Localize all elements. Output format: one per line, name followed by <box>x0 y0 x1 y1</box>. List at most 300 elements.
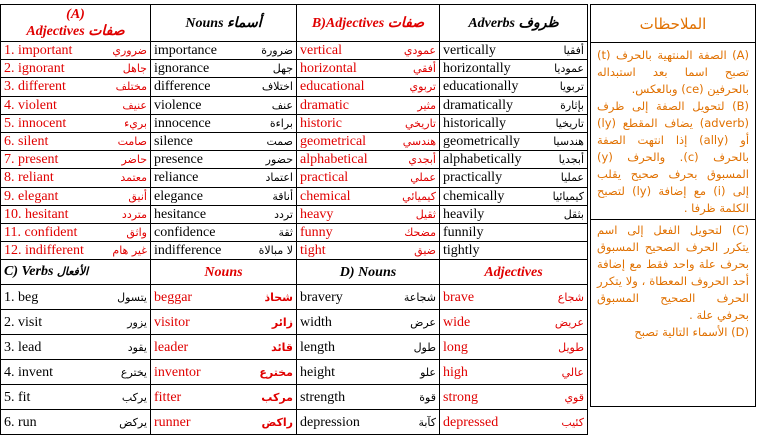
section-2-row <box>1 410 588 435</box>
noun-d-cell-ar: طول <box>413 340 436 354</box>
noun-cell-en: reliance <box>154 170 199 186</box>
adjective-a-cell-en: 8. reliant <box>4 170 54 186</box>
adverb-cell-en: heavily <box>443 206 485 222</box>
adjective-d-cell <box>440 335 588 360</box>
agent-noun-cell-content <box>154 414 293 431</box>
agent-noun-cell-en: fitter <box>154 389 182 405</box>
noun-cell-ar: ثقة <box>278 225 293 239</box>
adverb-cell-ar: تربويا <box>559 80 584 94</box>
section-1-row <box>1 187 588 205</box>
adverb-cell-en: historically <box>443 115 506 131</box>
noun-cell-en: confidence <box>154 224 216 240</box>
verb-cell-en: 3. lead <box>4 339 42 355</box>
noun-cell <box>151 205 297 223</box>
header-verbs-title: C) Verbs <box>4 264 54 280</box>
adjective-a-cell-content <box>4 169 147 186</box>
verb-cell-content <box>4 339 147 356</box>
notes-divider <box>591 219 755 220</box>
adjective-b-cell <box>297 187 440 205</box>
section-2-row <box>1 335 588 360</box>
noun-cell-ar: حضور <box>265 153 293 167</box>
noun-d-cell <box>297 410 440 435</box>
adverb-cell-ar: كيميائيا <box>552 189 584 203</box>
adjective-b-cell-ar: تاريخي <box>404 116 436 130</box>
adjective-b-cell-content <box>300 206 436 223</box>
header-verbs <box>1 260 151 285</box>
header-adverbs <box>440 5 588 42</box>
adverb-cell-ar: أفقيا <box>563 44 584 58</box>
adjective-b-cell-content <box>300 151 436 168</box>
adjective-a-cell-en: 6. silent <box>4 134 49 150</box>
header-adjectives-a <box>1 5 151 42</box>
noun-cell-content <box>154 78 293 95</box>
agent-noun-cell-ar: مركب <box>261 390 293 404</box>
adverb-cell-content <box>443 151 584 168</box>
noun-cell-content <box>154 206 293 223</box>
header-row-1 <box>1 5 588 42</box>
notes-title: الملاحظات <box>591 5 755 43</box>
adjective-b-cell-en: heavy <box>300 206 334 222</box>
adjective-a-cell-content <box>4 115 147 132</box>
adjective-a-cell <box>1 242 151 260</box>
noun-cell-en: ignorance <box>154 61 210 77</box>
noun-d-cell-content <box>300 389 436 406</box>
adverb-cell <box>440 96 588 114</box>
noun-cell-en: presence <box>154 152 203 168</box>
adjective-b-cell-en: alphabetical <box>300 152 368 168</box>
adverb-cell <box>440 223 588 241</box>
noun-d-cell <box>297 360 440 385</box>
adjective-b-cell-ar: مثير <box>417 98 436 112</box>
adverb-cell <box>440 60 588 78</box>
adjective-a-cell-ar: جاهل <box>122 62 147 76</box>
section-1-row <box>1 223 588 241</box>
agent-noun-cell <box>151 385 297 410</box>
noun-cell-content <box>154 242 293 259</box>
adjective-a-cell-en: 7. present <box>4 152 59 168</box>
adjective-d-cell-ar: طويل <box>558 340 584 354</box>
noun-d-cell-ar: علو <box>420 365 436 379</box>
verb-cell-ar: يخترع <box>120 365 147 379</box>
noun-cell-ar: تردد <box>274 207 293 221</box>
adverb-cell <box>440 242 588 260</box>
noun-cell-ar: اعتماد <box>265 171 293 185</box>
adjective-d-cell-en: long <box>443 339 468 355</box>
header-adjectives-a-label: (A) <box>66 7 85 22</box>
noun-cell-content <box>154 224 293 241</box>
adjective-b-cell <box>297 205 440 223</box>
verb-cell-ar: يركب <box>121 390 147 404</box>
adjective-a-cell-ar: ضروري <box>112 44 147 58</box>
noun-cell <box>151 187 297 205</box>
adjective-d-cell-ar: عريض <box>554 315 584 329</box>
adjective-d-cell-ar: عالي <box>561 365 584 379</box>
adjective-b-cell <box>297 60 440 78</box>
adjective-a-cell-en: 5. innocent <box>4 115 67 131</box>
adjective-a-cell <box>1 132 151 150</box>
section-1-row <box>1 78 588 96</box>
adjective-b-cell <box>297 42 440 60</box>
adverb-cell-en: vertically <box>443 43 496 59</box>
noun-cell-ar: اختلاف <box>261 80 293 94</box>
adjective-a-cell-ar: معتمد <box>120 171 147 185</box>
noun-d-cell <box>297 335 440 360</box>
noun-cell-content <box>154 115 293 132</box>
noun-d-cell-content <box>300 339 436 356</box>
adverb-cell-content <box>443 206 584 223</box>
adjective-d-cell <box>440 360 588 385</box>
adverb-cell-content <box>443 188 584 205</box>
agent-noun-cell-en: runner <box>154 414 191 430</box>
adjective-b-cell-content <box>300 169 436 186</box>
agent-noun-cell-content <box>154 339 293 356</box>
noun-d-cell-content <box>300 314 436 331</box>
header-nouns-title: Nouns <box>185 15 224 31</box>
adjective-b-cell-ar: أبجدي <box>408 153 436 167</box>
adjective-b-cell <box>297 132 440 150</box>
agent-noun-cell-en: beggar <box>154 289 193 305</box>
word-forms-table <box>0 4 588 435</box>
adjective-a-cell <box>1 169 151 187</box>
adverb-cell-content <box>443 242 584 259</box>
adjective-d-cell-en: brave <box>443 289 475 305</box>
adjective-b-cell-en: tight <box>300 243 326 259</box>
adjective-b-cell-content <box>300 60 436 77</box>
section-2-row <box>1 385 588 410</box>
section-1-row <box>1 205 588 223</box>
noun-d-cell-ar: كآبة <box>418 415 436 429</box>
adjective-a-cell-content <box>4 224 147 241</box>
adjective-b-cell <box>297 151 440 169</box>
agent-noun-cell-en: inventor <box>154 364 201 380</box>
noun-cell-content <box>154 169 293 186</box>
verb-cell-content <box>4 289 147 306</box>
adverb-cell <box>440 132 588 150</box>
adjective-a-cell-content <box>4 133 147 150</box>
adjective-d-cell-en: high <box>443 364 468 380</box>
adjective-a-cell-en: 2. ignorant <box>4 61 65 77</box>
noun-cell-ar: عنف <box>271 98 293 112</box>
adverb-cell-content <box>443 78 584 95</box>
header-adjectives-b-title: B)Adjectives <box>311 15 385 31</box>
adjective-b-cell-ar: كيميائي <box>402 189 436 203</box>
adverb-cell-ar: تاريخيا <box>555 116 584 130</box>
verb-cell <box>1 360 151 385</box>
agent-noun-cell-ar: قائد <box>271 340 293 354</box>
adjective-d-cell <box>440 385 588 410</box>
noun-cell-content <box>154 97 293 114</box>
noun-d-cell-en: height <box>300 364 335 380</box>
adjective-a-cell-ar: عنيف <box>122 98 147 112</box>
adjective-a-cell-ar: حاضر <box>121 153 147 167</box>
noun-cell <box>151 114 297 132</box>
section-1-row <box>1 169 588 187</box>
verb-cell <box>1 310 151 335</box>
adjective-d-cell <box>440 310 588 335</box>
adjective-a-cell-content <box>4 206 147 223</box>
noun-d-cell-ar: شجاعة <box>403 290 436 304</box>
adjective-b-cell <box>297 169 440 187</box>
adjective-a-cell-en: 11. confident <box>4 224 78 240</box>
verb-cell-ar: يركض <box>119 415 147 429</box>
header-verbs-ar: الأفعال <box>56 266 89 279</box>
verb-cell <box>1 410 151 435</box>
adjective-b-cell <box>297 96 440 114</box>
adjective-b-cell-en: funny <box>300 224 333 240</box>
noun-d-cell-content <box>300 414 436 431</box>
agent-noun-cell-ar: شحاذ <box>264 290 293 304</box>
noun-cell <box>151 42 297 60</box>
section-1-row <box>1 60 588 78</box>
agent-noun-cell <box>151 310 297 335</box>
adjective-b-cell-content <box>300 115 436 132</box>
section-1-row <box>1 96 588 114</box>
noun-d-cell-content <box>300 364 436 381</box>
adjective-a-cell-content <box>4 151 147 168</box>
section-1-row <box>1 42 588 60</box>
adverb-cell-ar: بثقل <box>563 207 584 221</box>
noun-d-cell-en: width <box>300 314 332 330</box>
verb-cell-content <box>4 314 147 331</box>
notes-body <box>591 43 755 345</box>
section-1-rows <box>1 42 588 260</box>
noun-d-cell-en: depression <box>300 414 360 430</box>
adverb-cell <box>440 42 588 60</box>
adjective-b-cell-ar: ضيق <box>414 244 436 258</box>
adverb-cell-content <box>443 60 584 77</box>
notes-column <box>590 4 756 407</box>
noun-cell-en: importance <box>154 43 217 59</box>
adjective-d-cell-ar: قوي <box>564 390 584 404</box>
noun-d-cell-ar: قوة <box>419 390 436 404</box>
adjective-d-cell <box>440 285 588 310</box>
section-1-row <box>1 132 588 150</box>
noun-d-cell <box>297 310 440 335</box>
adjective-a-cell-en: 3. different <box>4 79 66 95</box>
adjective-b-cell <box>297 78 440 96</box>
noun-d-cell-en: strength <box>300 389 346 405</box>
adjective-a-cell <box>1 96 151 114</box>
header-nouns <box>151 5 297 42</box>
adjective-a-cell-ar: أنيق <box>128 189 147 203</box>
adjective-b-cell-ar: عملي <box>410 171 436 185</box>
agent-noun-cell-content <box>154 314 293 331</box>
noun-cell <box>151 169 297 187</box>
adjective-a-cell-content <box>4 42 147 59</box>
header-nouns-d: D) Nouns <box>297 260 440 285</box>
adjective-a-cell <box>1 42 151 60</box>
noun-d-cell-en: length <box>300 339 335 355</box>
verb-cell-en: 5. fit <box>4 389 31 405</box>
adverb-cell <box>440 78 588 96</box>
noun-cell-content <box>154 151 293 168</box>
adjective-b-cell-en: practical <box>300 170 349 186</box>
adjective-a-cell <box>1 151 151 169</box>
adverb-cell-en: practically <box>443 170 503 186</box>
agent-noun-cell-ar: زائر <box>271 315 293 329</box>
adjective-a-cell-ar: مختلف <box>115 80 147 94</box>
section-2-row <box>1 285 588 310</box>
adjective-b-cell-content <box>300 78 436 95</box>
adjective-b-cell-content <box>300 224 436 241</box>
adverb-cell-ar: أبجديا <box>558 153 584 167</box>
noun-cell-ar: جهل <box>272 62 293 76</box>
adjective-a-cell-en: 12. indifferent <box>4 243 84 259</box>
agent-noun-cell-ar: مخترع <box>259 365 293 379</box>
noun-cell <box>151 132 297 150</box>
verb-cell-ar: يقود <box>127 340 147 354</box>
adverb-cell <box>440 151 588 169</box>
agent-noun-cell-content <box>154 289 293 306</box>
adjective-d-cell-content <box>443 414 584 431</box>
header-adjectives-b <box>297 5 440 42</box>
note-a: (A) الصفة المنتهية بالحرف (t) تصبح اسما بعد استبداله بالحرفين (ce) وبالعكس. <box>597 48 749 96</box>
adjective-b-cell <box>297 223 440 241</box>
noun-cell-content <box>154 188 293 205</box>
adverb-cell-ar: عمليا <box>560 171 584 185</box>
noun-cell-en: silence <box>154 134 193 150</box>
adverb-cell-ar: هندسيا <box>553 135 584 149</box>
verb-cell-content <box>4 414 147 431</box>
adjective-b-cell-ar: هندسي <box>402 135 436 149</box>
noun-cell <box>151 223 297 241</box>
header-adverbs-title: Adverbs <box>468 15 516 31</box>
adverb-cell-en: educationally <box>443 79 519 95</box>
noun-cell-en: indifference <box>154 243 222 259</box>
header-adjectives-b-ar: صفات <box>387 15 425 31</box>
verb-cell-en: 2. visit <box>4 314 43 330</box>
adverb-cell-content <box>443 224 584 241</box>
adjective-b-cell-en: chemical <box>300 188 351 204</box>
verb-cell-ar: يتسول <box>117 290 147 304</box>
adjective-b-cell-content <box>300 133 436 150</box>
agent-noun-cell-content <box>154 364 293 381</box>
adjective-a-cell-content <box>4 97 147 114</box>
noun-cell <box>151 242 297 260</box>
adjective-b-cell-en: historic <box>300 115 342 131</box>
header-adjectives-d: Adjectives <box>440 260 588 285</box>
adjective-b-cell-content <box>300 42 436 59</box>
adjective-b-cell-en: educational <box>300 79 365 95</box>
header-nouns-ar: أسماء <box>227 15 262 31</box>
agent-noun-cell-en: leader <box>154 339 189 355</box>
adverb-cell-content <box>443 133 584 150</box>
noun-cell-en: hesitance <box>154 206 207 222</box>
adjective-b-cell-en: geometrical <box>300 134 367 150</box>
adjective-a-cell-en: 1. important <box>4 43 73 59</box>
adjective-b-cell-ar: مضحك <box>404 225 436 239</box>
noun-d-cell <box>297 385 440 410</box>
agent-noun-cell <box>151 410 297 435</box>
agent-noun-cell <box>151 335 297 360</box>
note-c: (C) لتحويل الفعل إلى اسم يتكرر الحرف الصحيح المسبوق بحرف علة واحد فقط مع إضافة أحد الحروف المعطاة ، ولا يتكرر الحرف الصحيح المسبوق بحرفي علة . <box>597 223 749 322</box>
adjective-a-cell-ar: واثق <box>126 225 147 239</box>
adjective-a-cell-ar: غير هام <box>112 244 147 258</box>
noun-cell-en: innocence <box>154 115 211 131</box>
adverb-cell-en: funnily <box>443 224 484 240</box>
adjective-b-cell <box>297 242 440 260</box>
adverb-cell-en: dramatically <box>443 97 513 113</box>
adjective-b-cell-en: horizontal <box>300 61 357 77</box>
noun-cell-ar: براءة <box>269 116 293 130</box>
section-1-row <box>1 242 588 260</box>
verb-cell-en: 4. invent <box>4 364 53 380</box>
agent-noun-cell-ar: راكض <box>261 415 293 429</box>
noun-cell <box>151 96 297 114</box>
adjective-a-cell-content <box>4 78 147 95</box>
adjective-d-cell <box>440 410 588 435</box>
header-adjectives-a-ar: صفات <box>88 24 125 39</box>
adjective-d-cell-content <box>443 314 584 331</box>
noun-d-cell <box>297 285 440 310</box>
adjective-b-cell-ar: عمودي <box>403 44 436 58</box>
adjective-d-cell-ar: كئيب <box>561 415 584 429</box>
adjective-d-cell-en: wide <box>443 314 471 330</box>
adverb-cell <box>440 187 588 205</box>
adverb-cell-en: geometrically <box>443 134 520 150</box>
noun-cell-en: elegance <box>154 188 203 204</box>
verb-cell <box>1 385 151 410</box>
agent-noun-cell-en: visitor <box>154 314 190 330</box>
adverb-cell <box>440 205 588 223</box>
adjective-b-cell-ar: تربوي <box>409 80 436 94</box>
noun-cell-en: difference <box>154 79 211 95</box>
noun-cell-ar: صمت <box>266 135 293 149</box>
adjective-a-cell-ar: بريء <box>124 116 147 130</box>
section-1-row <box>1 114 588 132</box>
noun-cell <box>151 78 297 96</box>
adjective-d-cell-content <box>443 364 584 381</box>
adverb-cell-content <box>443 42 584 59</box>
adjective-d-cell-content <box>443 339 584 356</box>
adverb-cell-content <box>443 97 584 114</box>
adjective-a-cell-en: 9. elegant <box>4 188 59 204</box>
noun-cell-ar: لا مبالاة <box>258 244 293 258</box>
adverb-cell-en: alphabetically <box>443 152 522 168</box>
section-2-row <box>1 360 588 385</box>
adjective-a-cell-content <box>4 242 147 259</box>
verb-cell <box>1 285 151 310</box>
noun-d-cell-en: bravery <box>300 289 343 305</box>
noun-cell-content <box>154 60 293 77</box>
adverb-cell-en: tightly <box>443 243 480 259</box>
noun-d-cell-ar: عرض <box>410 315 436 329</box>
adjective-b-cell-ar: أفقي <box>412 62 436 76</box>
adjective-a-cell <box>1 223 151 241</box>
adverb-cell-content <box>443 169 584 186</box>
adjective-b-cell-content <box>300 97 436 114</box>
section-2-rows <box>1 285 588 435</box>
adjective-b-cell-en: dramatic <box>300 97 349 113</box>
adjective-a-cell <box>1 78 151 96</box>
adverb-cell-ar: بإثارة <box>560 98 584 112</box>
adjective-a-cell-content <box>4 60 147 77</box>
adjective-b-cell-content <box>300 188 436 205</box>
adverb-cell <box>440 169 588 187</box>
adjective-d-cell-en: depressed <box>443 414 499 430</box>
adverb-cell <box>440 114 588 132</box>
noun-d-cell-content <box>300 289 436 306</box>
adjective-a-cell-en: 10. hesitant <box>4 206 69 222</box>
verb-cell <box>1 335 151 360</box>
note-b: (B) لتحويل الصفة إلى ظرف (adverb) يضاف المقطع (ly) أو (ally) إذا انتهت الصفة بالحرف (c). والحرف (y) المسبوق بحرف صحيح يقلب إلى (i) مع إضافة (ly) لتصبح الكلمة ظرفا . <box>597 99 750 215</box>
adjective-b-cell-ar: ثقيل <box>415 207 436 221</box>
section-2-row <box>1 310 588 335</box>
noun-cell-content <box>154 133 293 150</box>
adjective-a-cell <box>1 205 151 223</box>
noun-cell-content <box>154 42 293 59</box>
noun-cell-en: violence <box>154 97 202 113</box>
